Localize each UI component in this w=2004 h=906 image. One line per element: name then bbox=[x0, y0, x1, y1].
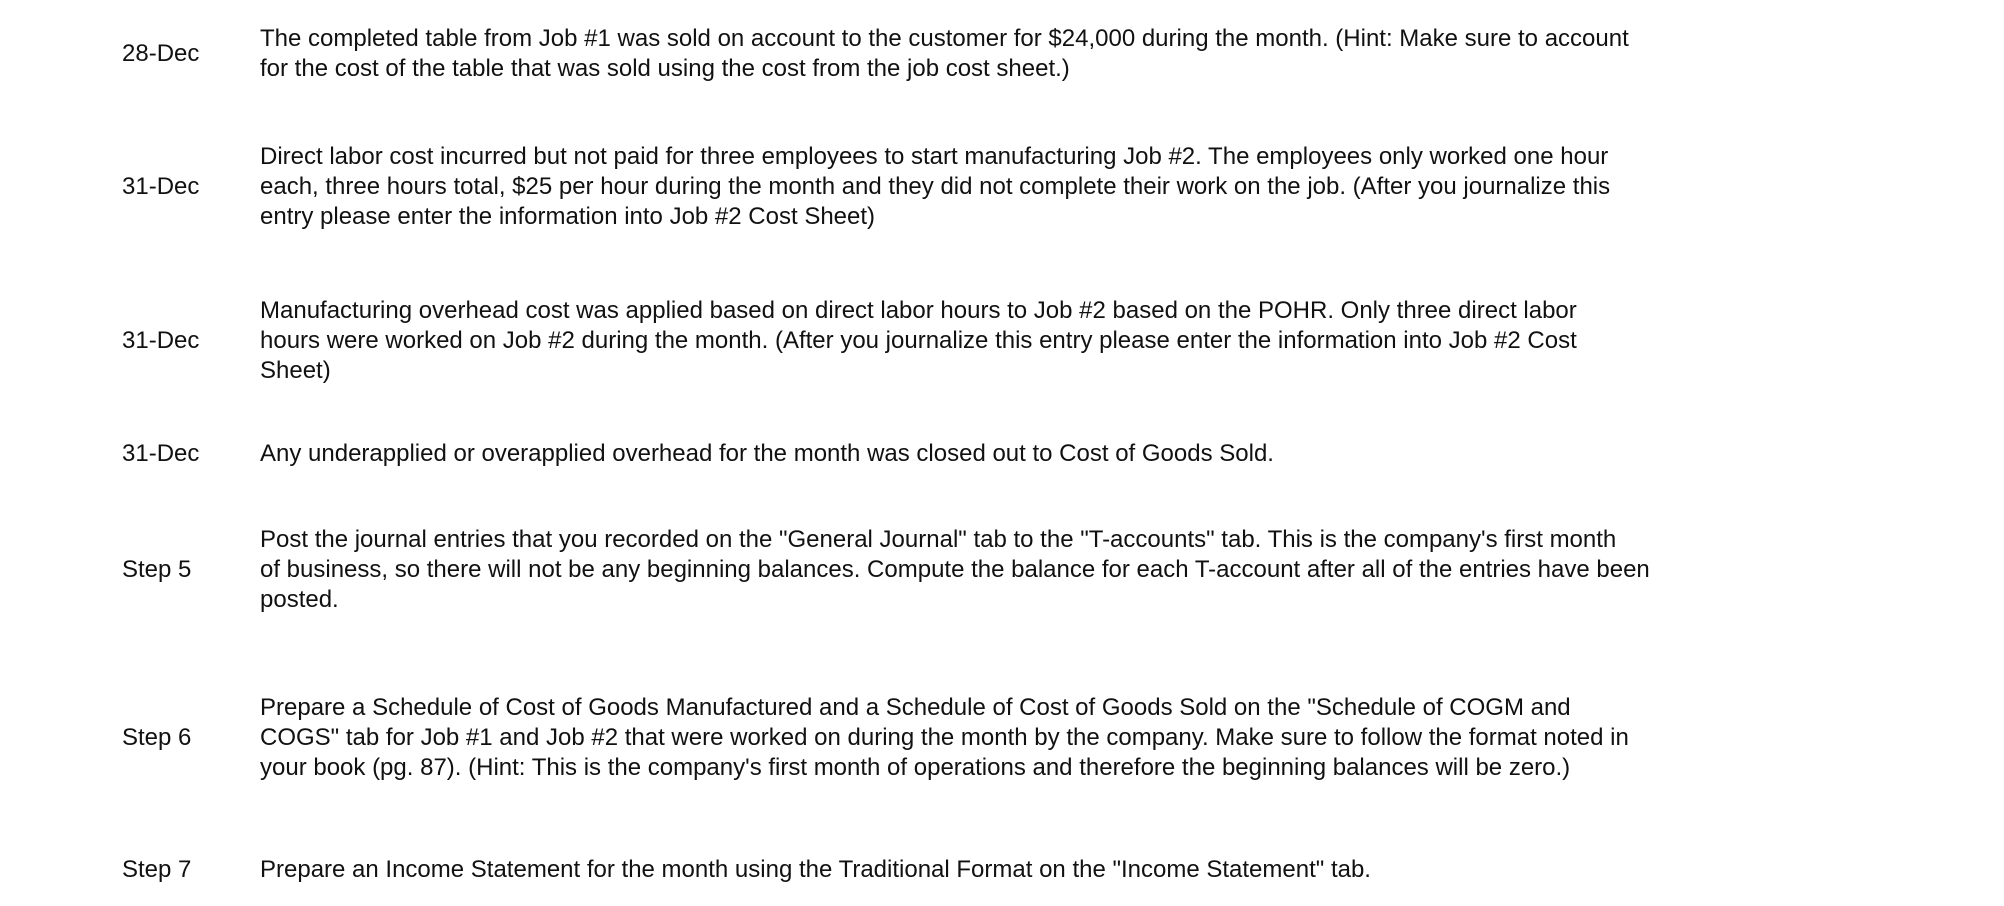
description-line: Manufacturing overhead cost was applied based on direct labor hours to Job #2 based on the POHR. Only three direct labor bbox=[260, 297, 1577, 324]
row-description bbox=[260, 24, 1629, 84]
description-line: entry please enter the information into Job #2 Cost Sheet) bbox=[260, 203, 876, 230]
instruction-row bbox=[0, 525, 2004, 615]
description-line: of business, so there will not be any beginning balances. Compute the balance for each T-account after all of the entries have been bbox=[260, 556, 1650, 583]
description-line: posted. bbox=[260, 586, 339, 613]
description-line: each, three hours total, $25 per hour during the month and they did not complete their work on the job. (After you journalize this bbox=[260, 173, 1611, 200]
row-description bbox=[260, 142, 1610, 232]
instruction-row bbox=[0, 693, 2004, 783]
row-label: 31-Dec bbox=[122, 327, 200, 354]
row-description bbox=[260, 525, 1650, 615]
description-line: for the cost of the table that was sold using the cost from the job cost sheet.) bbox=[260, 55, 1070, 82]
description-line: your book (pg. 87). (Hint: This is the company's first month of operations and therefore the beginning balances will be zero.) bbox=[260, 754, 1571, 781]
instruction-row bbox=[0, 142, 2004, 232]
row-label: Step 7 bbox=[122, 856, 192, 883]
instruction-row bbox=[0, 296, 2004, 386]
row-description bbox=[260, 296, 1577, 386]
description-line: Prepare an Income Statement for the month using the Traditional Format on the "Income Statement" tab. bbox=[260, 856, 1371, 883]
instruction-row bbox=[0, 24, 2004, 84]
row-label: Step 5 bbox=[122, 556, 192, 583]
row-description bbox=[260, 439, 1274, 469]
row-label: Step 6 bbox=[122, 724, 192, 751]
instruction-row bbox=[0, 439, 2004, 469]
description-line: Post the journal entries that you recorded on the "General Journal" tab to the "T-accounts" tab. This is the company's first month bbox=[260, 526, 1617, 553]
description-line: The completed table from Job #1 was sold on account to the customer for $24,000 during the month. (Hint: Make sure to account bbox=[260, 25, 1629, 52]
row-description bbox=[260, 693, 1629, 783]
description-line: Prepare a Schedule of Cost of Goods Manufactured and a Schedule of Cost of Goods Sold on the "Schedule of COGM and bbox=[260, 694, 1571, 721]
row-label: 31-Dec bbox=[122, 173, 200, 200]
description-line: Sheet) bbox=[260, 357, 331, 384]
description-line: Direct labor cost incurred but not paid for three employees to start manufacturing Job #2. The employees only worked one hour bbox=[260, 143, 1609, 170]
description-line: Any underapplied or overapplied overhead for the month was closed out to Cost of Goods Sold. bbox=[260, 440, 1274, 467]
row-description bbox=[260, 855, 1371, 885]
row-label: 28-Dec bbox=[122, 40, 200, 67]
row-label: 31-Dec bbox=[122, 440, 200, 467]
description-line: COGS" tab for Job #1 and Job #2 that were worked on during the month by the company. Make sure to follow the format noted in bbox=[260, 724, 1629, 751]
description-line: hours were worked on Job #2 during the month. (After you journalize this entry please enter the information into Job #2 Cost bbox=[260, 327, 1577, 354]
instruction-row bbox=[0, 855, 2004, 885]
